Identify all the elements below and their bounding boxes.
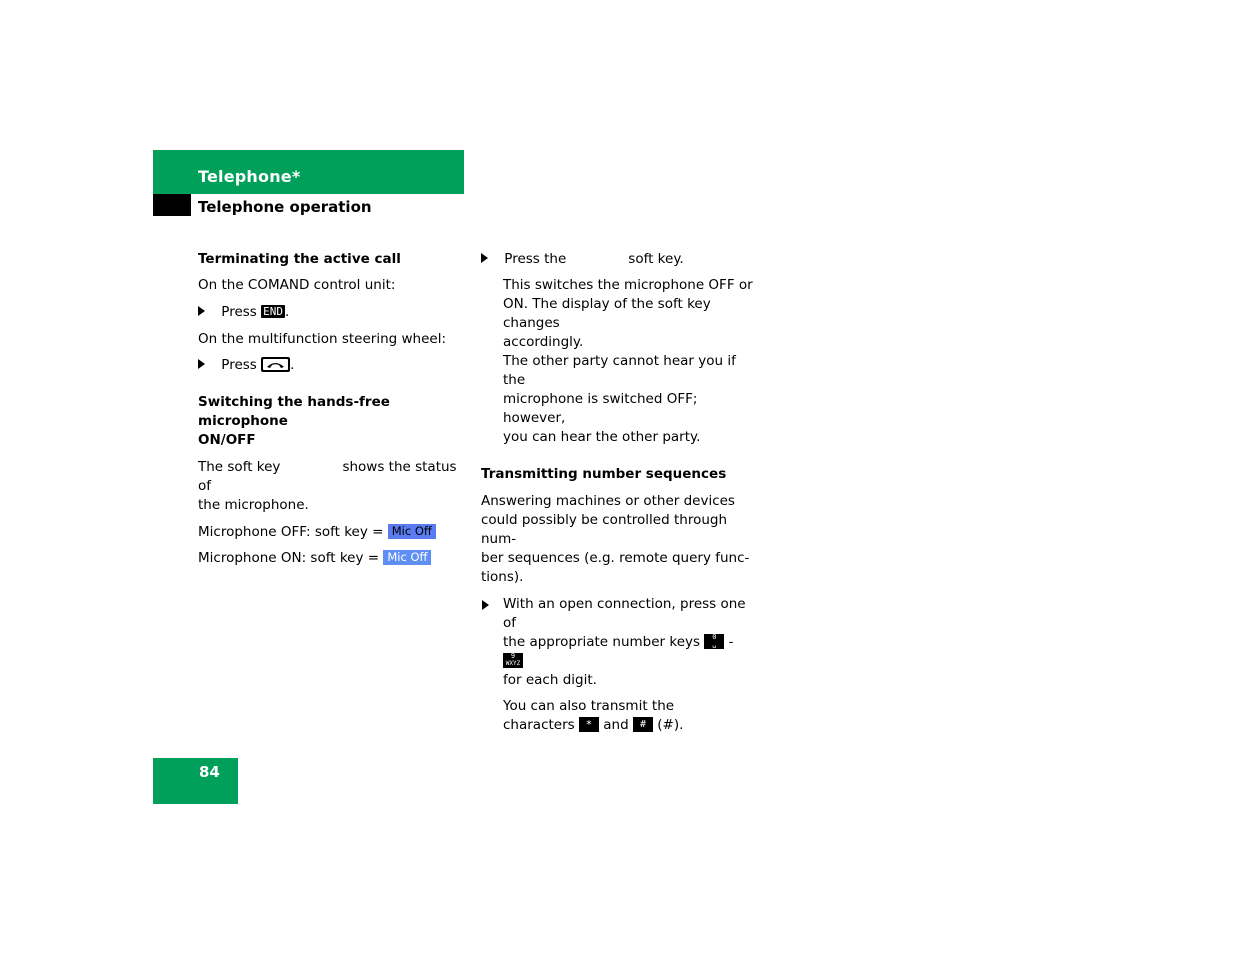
key-0-icon: 0 ␣: [704, 634, 724, 649]
subsection-title: Telephone operation: [198, 198, 372, 216]
paragraph-comand-unit: On the COMAND control unit:: [198, 277, 396, 293]
bullet-arrow-icon: [198, 306, 205, 316]
paragraph-answering-machines: Answering machines or other devices could possibly be controlled through num- ber sequences (e.g. remote query func- tions).: [481, 493, 750, 585]
subsection-marker: [153, 194, 191, 216]
bullet-press-softkey: Press the soft key.: [481, 250, 756, 269]
key-star-icon: *: [579, 717, 599, 732]
paragraph-steering-wheel: On the multifunction steering wheel:: [198, 331, 447, 347]
heading-number-sequences: Transmitting number sequences: [481, 466, 727, 482]
page-number: 84: [199, 763, 220, 781]
page-number-box: [153, 758, 238, 804]
mic-off-softkey: Mic Off: [388, 524, 436, 539]
bullet-arrow-icon: [481, 253, 488, 263]
bullet-press-hangup: Press .: [198, 356, 468, 375]
section-title: Telephone*: [198, 167, 301, 186]
bullet-arrow-icon: [482, 600, 489, 610]
bullet-number-keys: With an open connection, press one of the appropriate number keys 0 ␣ - 9 WXYZ for each digit.: [481, 595, 756, 690]
mic-on-softkey: Mic Off: [383, 550, 431, 565]
key-9-icon: 9 WXYZ: [503, 653, 523, 668]
paragraph-softkey-status: The soft key shows the status of the microphone.: [198, 459, 457, 513]
heading-terminating-call: Terminating the active call: [198, 251, 401, 267]
heading-microphone: Switching the hands-free microphone ON/OFF: [198, 394, 390, 448]
bullet-press-end: Press END .: [198, 303, 468, 322]
bullet-arrow-icon: [198, 359, 205, 369]
hang-up-phone-icon: [261, 357, 290, 372]
paragraph-switch-explanation: This switches the microphone OFF or ON. The display of the soft key changes accordingly. The other party cannot hear you if the microphone is switched OFF; however, you can hear the other party.: [503, 277, 753, 445]
right-column: [481, 250, 756, 735]
paragraph-transmit-characters: You can also transmit the characters * and # (#).: [503, 698, 684, 733]
left-column: [198, 250, 468, 568]
paragraph-mic-off: Microphone OFF: soft key = Mic Off: [198, 523, 468, 542]
paragraph-mic-on: Microphone ON: soft key = Mic Off: [198, 549, 468, 568]
end-key-icon: END: [263, 304, 283, 318]
key-hash-icon: #: [633, 717, 653, 732]
